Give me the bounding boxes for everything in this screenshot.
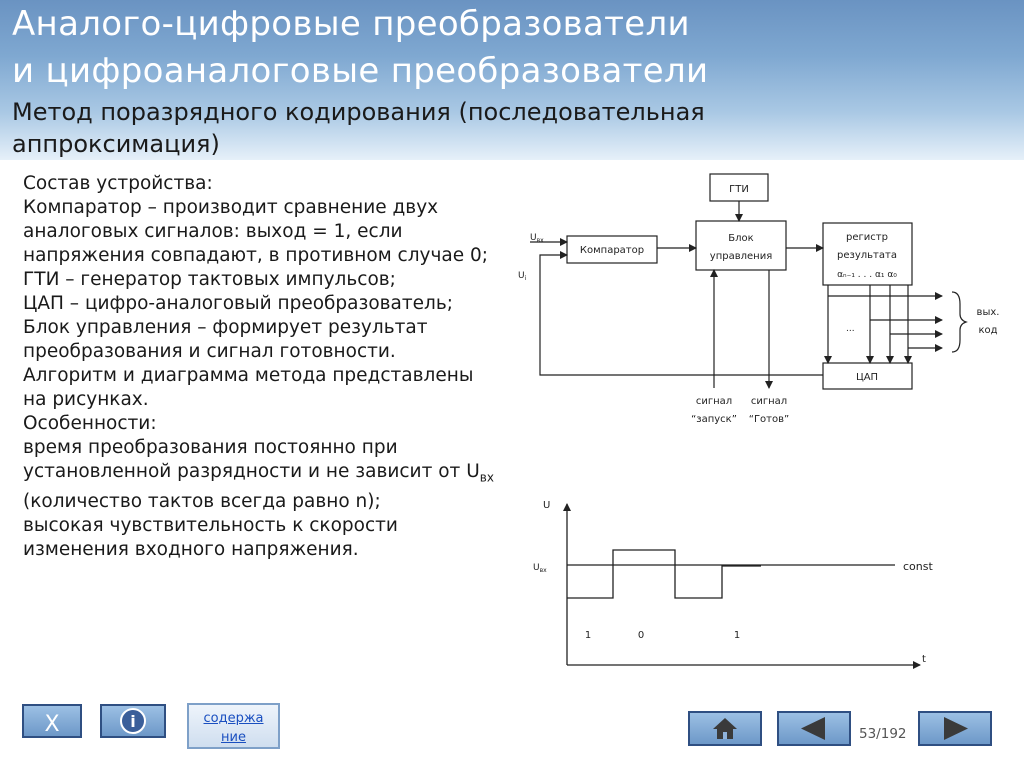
contents-link[interactable]: содержа ние: [203, 711, 264, 745]
body-line: Состав устройства:: [23, 173, 213, 194]
slide-header: [0, 0, 1024, 160]
start-signal-label-1: сигнал: [695, 396, 733, 407]
page-counter: 53/192: [859, 726, 907, 742]
input-u-label: $U_{вх}$: [530, 233, 544, 244]
home-icon: [690, 713, 760, 744]
slide-subtitle: Метод поразрядного кодирования (последовательная аппроксимация): [12, 98, 705, 158]
register-label-2: результата: [837, 250, 897, 261]
ready-signal-label-2: “Готов”: [748, 414, 790, 425]
slide-title-line2: и цифроаналоговые преобразователи: [12, 51, 709, 91]
info-icon: [102, 706, 164, 736]
svg-text:i: i: [130, 712, 136, 731]
slide-title-line1: Аналого-цифровые преобразователи: [12, 4, 690, 44]
register-label-1: регистр: [846, 232, 888, 243]
bit-label: 1: [584, 630, 592, 641]
output-code-label-1: вых.: [976, 307, 1000, 318]
timing-diagram: [525, 490, 945, 680]
description-text: [23, 172, 495, 562]
body-line: ГТИ – генератор тактовых импульсов;: [23, 269, 396, 290]
control-label-2: управления: [709, 251, 773, 262]
control-label-1: Блок: [728, 233, 754, 244]
approximation-waveform: [567, 550, 761, 598]
gti-label: ГТИ: [729, 184, 749, 195]
x-axis-label: t: [922, 654, 926, 665]
body-line: Алгоритм и диаграмма метода представлены на рисунках.: [23, 365, 474, 410]
contents-button[interactable]: [187, 703, 280, 749]
feedback-u-label: $U_i$: [518, 271, 527, 282]
close-button-label: X: [44, 712, 60, 737]
arrow-left-icon: [779, 713, 849, 744]
body-line: ЦАП – цифро-аналоговый преобразователь;: [23, 293, 454, 314]
const-label: const: [903, 560, 933, 573]
comparator-label: Компаратор: [579, 245, 645, 256]
next-page-button[interactable]: [918, 711, 992, 746]
block-diagram: [510, 168, 1000, 438]
body-line: Блок управления – формирует результат преобразования и сигнал готовности.: [23, 317, 428, 362]
info-button[interactable]: [100, 704, 166, 738]
y-axis-label: U: [543, 500, 551, 511]
close-button[interactable]: [22, 704, 82, 738]
bit-label: 1: [733, 630, 741, 641]
reference-label: $U_{вх}$: [533, 563, 547, 574]
start-signal-label-2: “запуск”: [691, 414, 737, 425]
home-button[interactable]: [688, 711, 762, 746]
output-code-label-2: код: [978, 325, 998, 336]
body-line: [23, 436, 495, 514]
control-unit-box: [696, 221, 786, 270]
output-brace: [952, 292, 966, 352]
body-line-text: время преобразования постоянно при установленной разрядности и не зависит от: [23, 437, 461, 482]
body-line-text: (количество тактов всегда равно n);: [23, 490, 381, 512]
body-line: высокая чувствительность к скорости изменения входного напряжения.: [23, 514, 398, 560]
register-bits: αₙ₋₁ . . . α₁ α₀: [837, 270, 897, 280]
body-line: Компаратор – производит сравнение двух аналоговых сигналов: выход = 1, если напряжения совпадают, в противном случае 0;: [23, 197, 489, 266]
uvx-symbol: $U_{вх}$: [466, 461, 494, 485]
dac-label: ЦАП: [855, 372, 879, 383]
arrow-right-icon: [920, 713, 990, 744]
body-line: Особенности:: [23, 413, 157, 434]
previous-page-button[interactable]: [777, 711, 851, 746]
ready-signal-label-1: сигнал: [750, 396, 788, 407]
bus-dots: ...: [846, 324, 855, 334]
bit-label: 0: [637, 630, 645, 641]
